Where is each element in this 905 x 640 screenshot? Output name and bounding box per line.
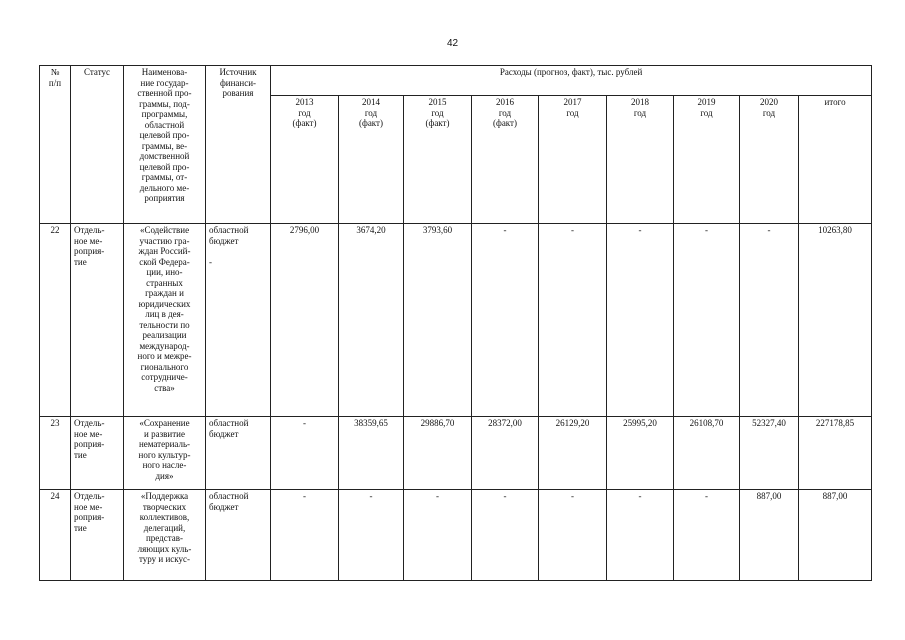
header-number: № п/п bbox=[40, 66, 71, 224]
row-value: - bbox=[674, 490, 740, 581]
row-value: 3674,20 bbox=[339, 224, 404, 417]
row-name: «Содействие участию гра- ждан Россий- ской Федера- ции, ино- странных граждан и юридических лиц в дея- тельности по реализации международ- ного и межре- гионального сотрудниче- ства» bbox=[124, 224, 206, 417]
row-status: Отдель- ное ме- роприя- тие bbox=[71, 417, 124, 490]
row-value: 29886,70 bbox=[404, 417, 472, 490]
row-value: 25995,20 bbox=[607, 417, 674, 490]
header-source: Источник финанси- рования bbox=[206, 66, 271, 224]
table-row bbox=[40, 490, 872, 581]
year-header: 2013 год (факт) bbox=[271, 96, 339, 224]
total-header: итого bbox=[799, 96, 872, 224]
row-total: 227178,85 bbox=[799, 417, 872, 490]
row-value: - bbox=[539, 224, 607, 417]
row-status: Отдель- ное ме- роприя- тие bbox=[71, 224, 124, 417]
year-header: 2019 год bbox=[674, 96, 740, 224]
row-value: - bbox=[674, 224, 740, 417]
row-source: областной бюджет - bbox=[206, 224, 271, 417]
header-expenses: Расходы (прогноз, факт), тыс. рублей bbox=[271, 66, 872, 96]
row-number: 24 bbox=[40, 490, 71, 581]
row-value: 3793,60 bbox=[404, 224, 472, 417]
row-value: - bbox=[404, 490, 472, 581]
row-number: 23 bbox=[40, 417, 71, 490]
row-total: 887,00 bbox=[799, 490, 872, 581]
row-source: областной бюджет bbox=[206, 490, 271, 581]
row-value: - bbox=[472, 224, 539, 417]
header-name: Наименова- ние государ- ственной про- граммы, под- программы, областной целевой про- граммы, ве- домственной целевой про- граммы, от- дельного ме- роприятия bbox=[124, 66, 206, 224]
row-value: - bbox=[339, 490, 404, 581]
row-value: - bbox=[740, 224, 799, 417]
table-row bbox=[40, 417, 872, 490]
row-value: - bbox=[607, 490, 674, 581]
row-value: - bbox=[271, 490, 339, 581]
row-source: областной бюджет bbox=[206, 417, 271, 490]
row-value: 2796,00 bbox=[271, 224, 339, 417]
row-name: «Сохранение и развитие нематериаль- ного культур- ного насле- дия» bbox=[124, 417, 206, 490]
row-value: - bbox=[539, 490, 607, 581]
row-number: 22 bbox=[40, 224, 71, 417]
year-header: 2018 год bbox=[607, 96, 674, 224]
budget-table bbox=[39, 65, 872, 581]
header-row-top bbox=[40, 66, 872, 96]
header-status: Статус bbox=[71, 66, 124, 224]
row-value: 26108,70 bbox=[674, 417, 740, 490]
row-status: Отдель- ное ме- роприя- тие bbox=[71, 490, 124, 581]
year-header: 2020 год bbox=[740, 96, 799, 224]
page-number: 42 bbox=[446, 38, 459, 49]
row-value: - bbox=[607, 224, 674, 417]
year-header: 2015 год (факт) bbox=[404, 96, 472, 224]
table-row bbox=[40, 224, 872, 417]
year-header: 2016 год (факт) bbox=[472, 96, 539, 224]
row-value: 26129,20 bbox=[539, 417, 607, 490]
year-header: 2014 год (факт) bbox=[339, 96, 404, 224]
row-value: - bbox=[472, 490, 539, 581]
row-value: 28372,00 bbox=[472, 417, 539, 490]
year-header: 2017 год bbox=[539, 96, 607, 224]
row-value: 887,00 bbox=[740, 490, 799, 581]
row-value: - bbox=[271, 417, 339, 490]
row-name: «Поддержка творческих коллективов, делегаций, представ- ляющих куль- туру и искус- bbox=[124, 490, 206, 581]
row-total: 10263,80 bbox=[799, 224, 872, 417]
row-value: 52327,40 bbox=[740, 417, 799, 490]
row-value: 38359,65 bbox=[339, 417, 404, 490]
